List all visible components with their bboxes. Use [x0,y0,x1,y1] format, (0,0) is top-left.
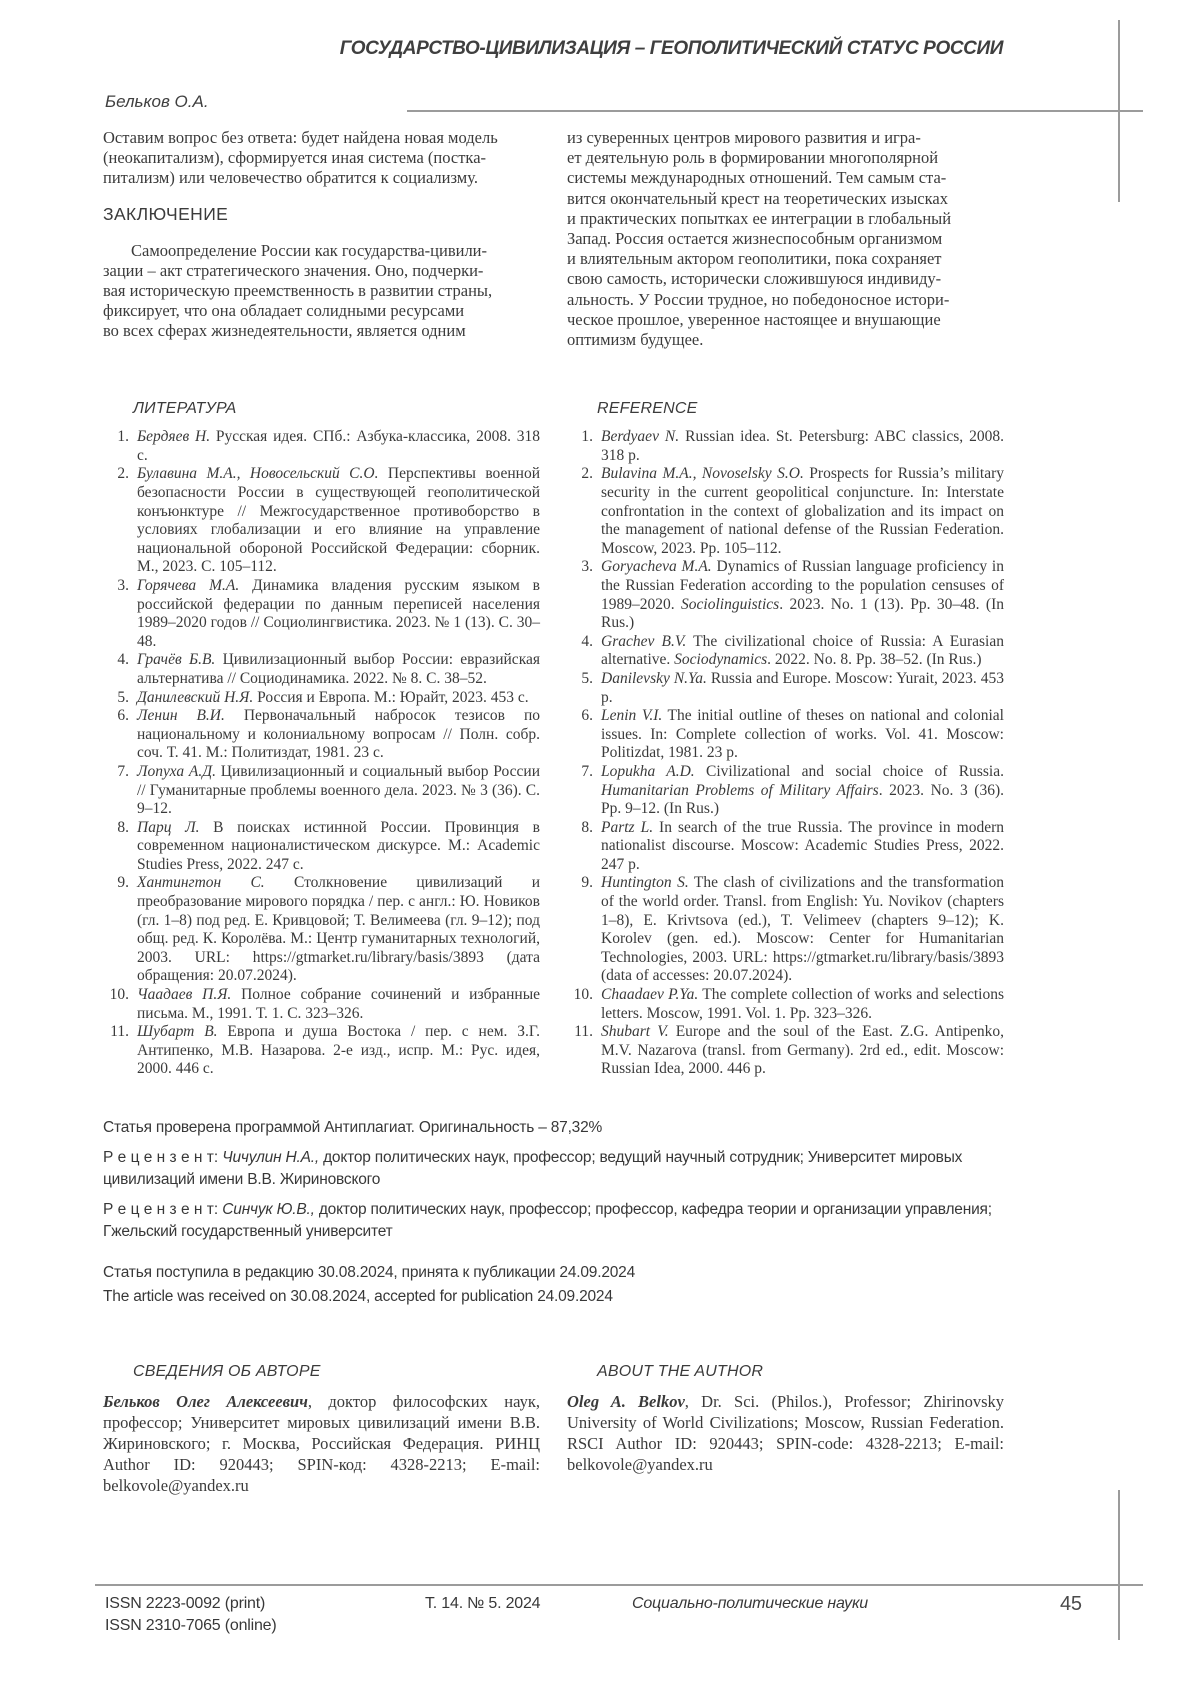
author-info-ru: , доктор философских наук, профессор; Университет мировых цивилизаций имени В.В. Жириновского; г. Москва, Российская Федерация. РИНЦ Author ID: 920443; SPIN-код: 4328-2213; E-mail: belkovole@yandex.ru [103,1392,540,1496]
reference-author: Горячева М.А. [137,576,240,594]
reference-number: 7. [117,762,129,780]
reference-text: В поисках истинной России. Провинция в современном националистическом дискурсе. М.: Academic Studies Press, 2022. 247 с. [137,818,540,873]
reference-item [567,874,1004,986]
reference-item [103,707,540,763]
volume-issue: Т. 14. № 5. 2024 [425,1595,541,1612]
reference-text: In search of the true Russia. The province in modern nationalist discourse. Moscow: Academic Studies Press, 2022. 247 p. [601,818,1004,873]
about-author-en-paragraph [567,1391,1004,1475]
reference-author: Лопуха А.Д. [137,762,216,780]
reference-author: Парц Л. [137,818,200,836]
reference-item [567,465,1004,558]
reference-text: Civilizational and social choice of Russia. [694,762,1004,780]
reference-text: Европа и душа Востока / пер. с нем. З.Г. Антипенко, М.В. Назарова. 2-е изд., испр. М.: Рус. идея, 2000. 446 с. [137,1023,540,1078]
reference-text: . 2022. No. 8. Pp. 38–52. (In Rus.) [767,651,982,669]
reference-text: Первоначальный набросок тезисов по национальному и колониальному вопросам // Полн. собр. соч. Т. 41. М.: Политиздат, 1981. 23 с. [137,707,540,762]
reviewer-line [103,1199,1004,1243]
reference-item [567,819,1004,875]
reference-number: 9. [117,874,129,892]
reference-author: Berdyaev N. [601,428,680,446]
footer-divider-line [95,1584,1143,1586]
author-divider-line [407,110,1143,112]
reviewer-label: Р е ц е н з е н т: [103,1149,219,1167]
reference-text: Столкновение цивилизаций и преобразование мирового порядка / пер. с англ.: Ю. Новиков (гл. 1–8) под ред. Е. Кривцовой; Т. Велимеева (гл. 9–12); под общ. ред. К. Королёва. М.: Центр гуманитарных технологий, 2003. URL: https://gtmarket.ru/library/basis/3893 (дата обращения: 20.07.2024). [137,874,540,985]
references-en-list [567,428,1004,1079]
issn-print: ISSN 2223-0092 (print) [105,1595,266,1612]
references-en-column [567,400,1004,1079]
about-author-en-heading: ABOUT THE AUTHOR [597,1363,764,1381]
running-author: Бельков О.А. [105,92,209,111]
reference-author: Bulavina M.A., Novoselsky S.O. [601,465,804,483]
reference-author: Humanitarian Problems of Military Affairs [601,781,879,799]
reference-number: 7. [581,762,593,780]
reference-number: 8. [581,818,593,836]
reference-text: Полное собрание сочинений и избранные письма. М., 1991. Т. 1. С. 323–326. [137,986,540,1022]
reference-number: 10. [573,986,593,1004]
author-name-ru: Бельков Олег Алексеевич [103,1392,308,1412]
reference-number: 1. [117,428,129,446]
reviewer-name: Синчук Ю.В., [218,1201,315,1219]
running-title: ГОСУДАРСТВО-ЦИВИЛИЗАЦИЯ – ГЕОПОЛИТИЧЕСКИЙ СТАТУС РОССИИ [339,38,1003,59]
page-content [103,128,1004,1496]
reference-item [103,651,540,688]
reference-author: Бердяев Н. [137,428,211,446]
reference-author: Chaadaev P.Ya. [601,986,699,1004]
reference-item [103,819,540,875]
reference-item [103,986,540,1023]
reference-item [567,670,1004,707]
reference-item [567,763,1004,819]
reviewer-name: Чичулин Н.А., [218,1149,319,1167]
reference-author: Shubart V. [601,1023,669,1041]
reference-number: 5. [117,688,129,706]
received-date-en: The article was received on 30.08.2024, accepted for publication 24.09.2024 [103,1288,613,1306]
reference-item [567,428,1004,465]
reviewer-line [103,1147,1004,1191]
author-info-en: , Dr. Sci. (Philos.), Professor; Zhirinovsky University of World Civilizations; Moscow, Russian Federation. RSCI Author ID: 920443; SPIN-code: 4328-2213; E-mail: belkovole@yandex.ru [567,1392,1004,1475]
reference-number: 2. [117,465,129,483]
conclusion-heading: ЗАКЛЮЧЕНИЕ [103,203,229,224]
reference-number: 8. [117,818,129,836]
conclusion-columns [103,128,1004,350]
reference-author: Sociolinguistics [681,595,780,613]
reference-author: Шубарт В. [137,1023,218,1041]
reference-number: 9. [581,874,593,892]
reference-author: Грачёв Б.В. [137,651,216,669]
reference-author: Хантингтон С. [137,874,265,892]
reference-author: Huntington S. [601,874,689,892]
reference-text: Europe and the soul of the East. Z.G. Antipenko, M.V. Nazarova (transl. from Germany). 2rd ed., edit. Moscow: Russian Idea, 2000. 446 p. [601,1023,1004,1078]
reference-number: 11. [110,1023,129,1041]
conclusion-paragraph-right: из суверенных центров мирового развития и игра- ет деятельную роль в формировании многополярной системы международных отношений. Тем самым ста- вится окончательный крест на теоретических изысках и практических попытках ее интеграции в глобальный Запад. Россия остается жизнеспособным организмом и влиятельным актором геополитики, пока сохраняет свою самость, исторически сложившуюся индивиду- альность. У России трудное, но победоносное истори- ческое прошлое, уверенное настоящее и внушающие оптимизм будущее. [567,128,952,350]
vertical-rule-bottom [1118,1490,1120,1640]
reference-text: The initial outline of theses on national and colonial issues. In: Complete collection of works. Vol. 41. Moscow: Politizdat, 1981. 23 p. [601,707,1004,762]
reference-text: Prospects for Russia’s military security in the current geopolitical conjuncture. In: Interstate confrontation in the context of globalization and its impact on the management of national defense of the Russian Federation. Moscow, 2023. Pp. 105–112. [601,465,1004,557]
reference-number: 4. [581,632,593,650]
reference-item [103,689,540,708]
reference-author: Чаадаев П.Я. [137,986,232,1004]
reference-author: Danilevsky N.Ya. [601,669,707,687]
page-number: 45 [1060,1593,1082,1615]
reviewer-credentials: доктор политических наук, профессор; профессор, кафедра теории и организации управления; Гжельский государственный университет [103,1201,992,1241]
reference-number: 4. [117,651,129,669]
antiplagiarism-note: Статья проверена программой Антиплагиат. Оригинальность – 87,32% [103,1119,603,1137]
reference-number: 1. [581,428,593,446]
reference-text: Russian idea. St. Petersburg: ABC classics, 2008. 318 p. [601,428,1004,464]
reference-item [567,986,1004,1023]
about-author-en-column [567,1363,1004,1496]
about-author-ru-heading: СВЕДЕНИЯ ОБ АВТОРЕ [133,1363,321,1381]
references-ru-column [103,400,540,1079]
reference-text: . 2023. No. 1 (13). Pp. 30–48. (In Rus.) [601,595,1004,632]
reference-number: 6. [117,707,129,725]
received-dates [103,1261,1004,1309]
reference-number: 11. [574,1023,593,1041]
reference-item [103,874,540,986]
reference-author: Lopukha A.D. [601,762,695,780]
reference-text: Цивилизационный и социальный выбор России // Гуманитарные проблемы военного дела. 2023. № 3 (36). С. 9–12. [137,762,540,818]
reference-item [103,763,540,819]
reference-text: Цивилизационный выбор России: евразийская альтернатива // Социодинамика. 2022. № 8. С. 38–52. [137,651,540,687]
reference-item [103,1023,540,1079]
intro-paragraph: Оставим вопрос без ответа: будет найдена новая модель (неокапитализм), сформируется иная система (постка- питализм) или человечество обратится к социализму. [103,128,498,188]
reference-item [103,465,540,577]
reference-text: The complete collection of works and selections letters. Moscow, 1991. Vol. 1. Pp. 323–326. [601,986,1005,1022]
reference-text: . 2023. No. 3 (36). Pp. 9–12. (In Rus.) [601,781,1004,818]
conclusion-right-column [567,128,1004,350]
vertical-rule-top [1118,20,1120,202]
reference-number: 3. [117,576,129,594]
reference-item [103,428,540,465]
reference-text: The clash of civilizations and the transformation of the world order. Transl. from English: Yu. Novikov (chapters 1–8), E. Krivtsova (ed.), T. Velimeev (chapters 9–12); K. Korolev (gen. ed.). Moscow: Center for Humanitarian Technologies, 2003. URL: https://gtmarket.ru/library/basis/3893 (data of accesses: 20.07.2024). [601,874,1004,985]
references-ru-heading: ЛИТЕРАТУРА [133,400,237,418]
reference-number: 2. [581,465,593,483]
reference-author: Goryacheva M.A. [601,558,712,576]
reference-item [103,577,540,651]
received-date-ru: Статья поступила в редакцию 30.08.2024, принята к публикации 24.09.2024 [103,1264,636,1282]
reference-author: Partz L. [601,818,654,836]
reference-number: 5. [581,669,593,687]
reference-text: Русская идея. СПб.: Азбука-классика, 2008. 318 с. [137,428,540,464]
references-columns [103,400,1004,1079]
reference-text: Dynamics of Russian language proficiency in the Russian Federation according to the population censuses of 1989–2020. [601,558,1004,613]
author-name-en: Oleg A. Belkov [567,1392,685,1412]
reference-author: Sociodynamics [674,651,768,669]
reference-item [567,558,1004,632]
reference-text: Russia and Europe. Moscow: Yurait, 2023. 453 p. [601,669,1004,706]
about-author-ru-column [103,1363,540,1496]
reference-text: The civilizational choice of Russia: A Eurasian alternative. [601,632,1004,669]
reference-text: Россия и Европа. М.: Юрайт, 2023. 453 с. [253,688,529,706]
reference-author: Grachev B.V. [601,632,687,650]
conclusion-left-column [103,128,540,350]
references-ru-list [103,428,540,1079]
reference-author: Ленин В.И. [137,707,225,725]
journal-name: Социально-политические науки [632,1595,869,1612]
reference-author: Данилевский Н.Я. [137,688,254,706]
reference-number: 10. [109,986,129,1004]
reference-item [567,1023,1004,1079]
reference-number: 3. [581,558,593,576]
reference-item [567,707,1004,763]
issn-online: ISSN 2310-7065 (online) [105,1617,277,1634]
issn-block [105,1593,277,1637]
references-en-heading: REFERENCE [597,400,698,418]
about-author-columns [103,1363,1004,1496]
about-author-ru-paragraph [103,1391,540,1496]
article-meta [103,1117,1004,1309]
reference-number: 6. [581,707,593,725]
reviewer-label: Р е ц е н з е н т: [103,1201,219,1219]
reviewer-credentials: доктор политических наук, профессор; ведущий научный сотрудник; Университет мировых цивилизаций имени В.В. Жириновского [103,1149,963,1189]
reference-author: Булавина М.А., Новосельский С.О. [137,465,379,483]
reviewers-block [103,1147,1004,1243]
reference-text: Динамика владения русским языком в российской федерации по данным переписей населения 1989–2020 годов // Социолингвистика. 2023. № 1 (13). С. 30–48. [137,576,541,650]
reference-author: Lenin V.I. [601,707,663,725]
conclusion-paragraph-left: Самоопределение России как государства-цивили- зации – акт стратегического значения. Оно, подчерки- вая историческую преемственность в развитии страны, фиксирует, что она обладает солидными ресурсами во всех сферах жизнедеятельности, является одним [103,240,493,341]
reference-text: Перспективы военной безопасности России в существующей геополитической конъюнктуре // Межгосударственное противоборство в условиях глобализации и его влияние на управление национальной обороной Российской Федерации: сборник. М., 2023. С. 105–112. [137,465,540,576]
reference-item [567,633,1004,670]
